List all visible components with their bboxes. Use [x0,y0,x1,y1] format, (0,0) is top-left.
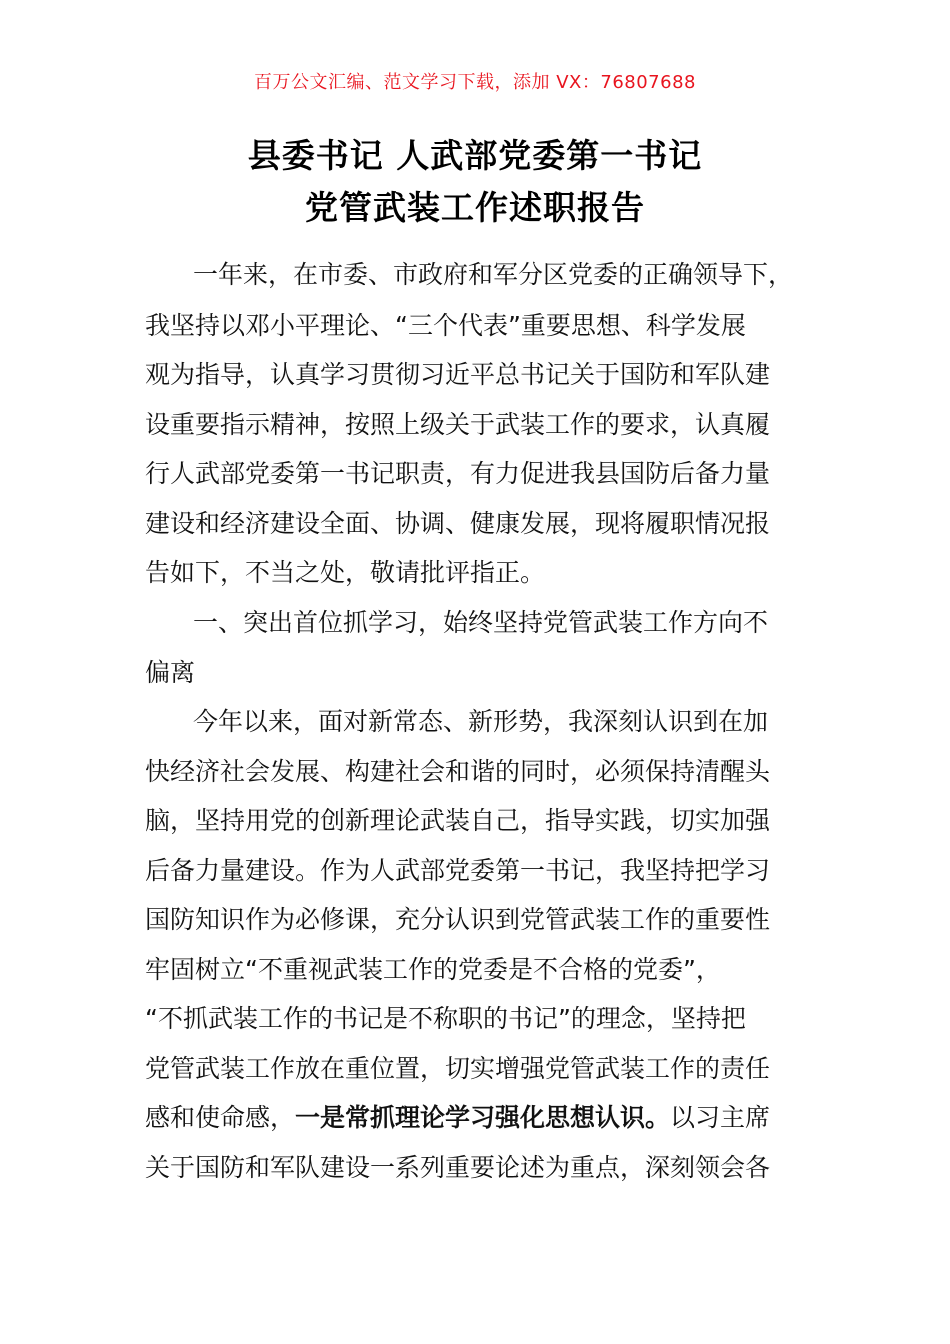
text-line: 建设和经济建设全面、协调、健康发展，现将履职情况报 [145,509,771,538]
text-line: 行人武部党委第一书记职责，有力促进我县国防后备力量 [145,459,771,488]
text-line-mixed [145,1103,825,1133]
text-line: 我坚持以邓小平理论、“三个代表”重要思想、科学发展 [145,311,746,340]
text-line: 一年来，在市委、市政府和军分区党委的正确领导下， [193,260,794,289]
document-title-line-1: 县委书记 人武部党委第一书记 [247,136,703,175]
text-line: 快经济社会发展、构建社会和谐的同时，必须保持清醒头 [145,757,771,786]
text-line: 设重要指示精神，按照上级关于武装工作的要求，认真履 [145,410,771,439]
text-line: 今年以来，面对新常态、新形势，我深刻认识到在加 [193,707,769,736]
text-line: 观为指导，认真学习贯彻习近平总书记关于国防和军队建 [145,360,771,389]
text-line: 国防知识作为必修课，充分认识到党管武装工作的重要性 [145,905,771,934]
text-line: “不抓武装工作的书记是不称职的书记”的理念，坚持把 [145,1004,746,1033]
text-segment: 感和使命感， [145,1103,296,1132]
document-title-line-2: 党管武装工作述职报告 [305,188,645,227]
bold-emphasis: 一是常抓理论学习强化思想认识。 [295,1103,671,1132]
text-line: 党管武装工作放在重位置，切实增强党管武装工作的责任 [145,1054,771,1083]
section-heading-line: 偏离 [145,658,196,687]
text-line: 牢固树立“不重视武装工作的党委是不合格的党委”， [145,955,721,984]
text-line: 告如下，不当之处，敬请批评指正。 [145,558,546,587]
text-line: 关于国防和军队建设一系列重要论述为重点，深刻领会各 [145,1153,771,1182]
text-segment: 以习主席 [670,1103,771,1132]
text-line: 脑，坚持用党的创新理论武装自己，指导实践，切实加强 [145,806,771,835]
section-heading-line: 一、突出首位抓学习，始终坚持党管武装工作方向不 [193,608,769,637]
text-line: 后备力量建设。作为人武部党委第一书记，我坚持把学习 [145,856,771,885]
watermark-header: 百万公文汇编、范文学习下载，添加 VX：76807688 [254,72,696,93]
